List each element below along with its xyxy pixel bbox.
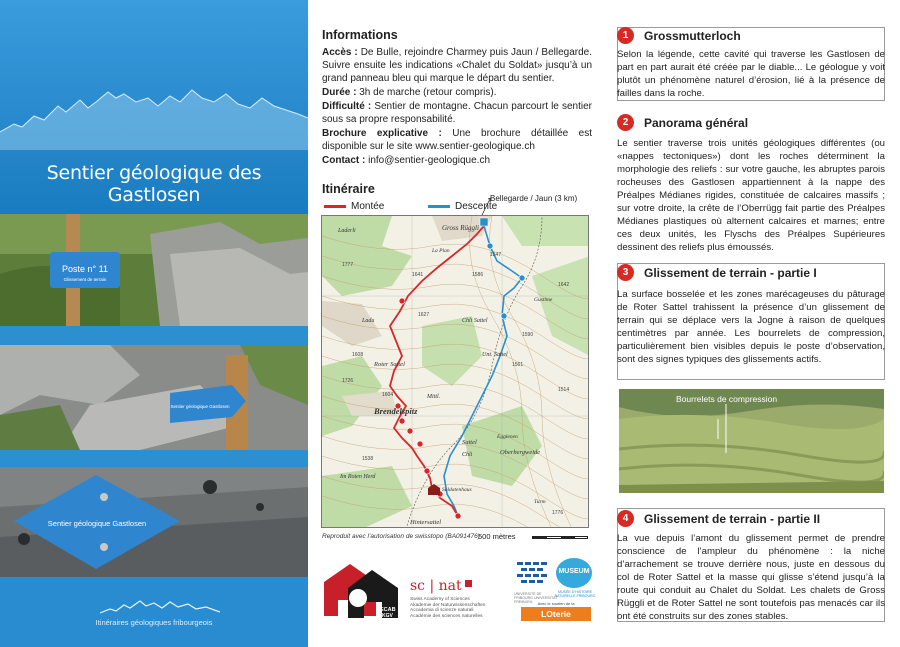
map-label-sattel: Sattel	[462, 439, 477, 446]
map-label-brendelspitz: Brendelspitz	[374, 406, 418, 416]
section-4-body: La vue depuis l’amont du glissement permet de prendre conscience de l’ampleur du phénomène : la niche d’arrachement se trouve derrière nous, juste en dessous du col de Roter Sattel et la masse qui glisse s’étend jusqu’à la route qui conduit au Chalet du Soldat. Les chalets de Gross Rüggli et de Roter Sattel ne sont toutefois pas menacés car ils ont été construits sur des zones stables.	[617, 533, 885, 622]
signpost-1-sublabel: Glissement de terrain	[63, 277, 107, 282]
bellegarde-label: Bellegarde / Jaun (3 km)	[490, 194, 578, 203]
duree-paragraph: Durée : 3h de marche (retour compris).	[322, 87, 497, 98]
signpost-2-label: Sentier géologique Gastlosen	[170, 404, 230, 409]
loterie-support-label: Avec le soutien de la	[537, 601, 575, 606]
landslide-photo-label: Bourrelets de compression	[676, 394, 778, 404]
map-label-guselmann: Gustime	[534, 297, 553, 303]
section-1-title: Grossmutterloch	[644, 28, 741, 43]
section-2-body: Le sentier traverse trois unités géologiques différentes (ou «nappes tectoniques») dont les roches déterminent la morphologie des reliefs : sur votre gauche, les abruptes parois rocheuses des Gastlosen appartiennent à la nappe des Préalpes Médianes rigides, constituée de calcaires massifs ; sur votre droite, la crête de l’Oberrügg fait partie des Préalpes Médianes plastiques où alternent calcaires et marnes; entre ces deux unités, les Flyschs des Préalpes Supérieures dessinent des reliefs plus émoussés.	[617, 138, 885, 253]
section-1-header	[617, 27, 741, 44]
itineraire-heading: Itinéraire	[322, 182, 375, 196]
map-label-hintersattel: Hintersattel	[410, 519, 442, 526]
descente-line-icon	[428, 205, 450, 208]
topographic-map	[321, 215, 589, 528]
svg-text:1777: 1777	[342, 262, 354, 268]
legend-montee: Montée	[324, 201, 384, 212]
svg-text:1590: 1590	[522, 332, 534, 338]
svg-text:1726: 1726	[342, 378, 354, 384]
section-1-body: Selon la légende, cette cavité qui traverse les Gastlosen de part en part aurait été créée par le diable... Le géologue y voit plutôt un phénomène naturel d’érosion, lié à la présence de failles dans la roche.	[617, 49, 885, 99]
mountain-silhouette-icon	[0, 80, 308, 150]
map-label-egglenen: Egglenen	[497, 434, 518, 440]
legend-descente: Descente	[428, 201, 497, 212]
footer-label: Itinéraires géologiques fribourgeois	[95, 618, 213, 627]
section-3-body: La surface bosselée et les zones marécageuses du pâturage de Roter Sattel trahissent la présence d’un glissement de terrain qui se déplace vers la Jogne à raison de quelques centimètres par année. Les bourrelets de compression, particulièrement bien visibles depuis le poste d’observation, sont des signes typiques des glissements actifs.	[617, 289, 885, 365]
svg-text:1586: 1586	[472, 272, 484, 278]
loterie-romande-logo: LOterie Romande	[521, 607, 591, 621]
map-label-chli: Chli	[462, 452, 473, 458]
section-2-number: 2	[617, 114, 634, 131]
map-label-im-roten-herd: Im Roten Herd	[340, 474, 376, 480]
contact-paragraph: Contact : info@sentier-geologique.ch	[322, 155, 491, 166]
signpost-photo-1	[0, 214, 308, 326]
svg-text:1627: 1627	[418, 312, 430, 318]
map-label-la-plan: La Plan	[432, 248, 450, 254]
map-credit: Reproduit avec l’autorisation de swisstopo (BA091476)	[322, 533, 480, 540]
university-logo-icon	[515, 560, 553, 594]
scale-bar	[532, 536, 588, 539]
svg-text:1604: 1604	[382, 392, 394, 398]
map-label-gross-ruggli: Gross Rüggli	[442, 224, 479, 232]
svg-text:1776: 1776	[552, 510, 564, 516]
svg-text:1642: 1642	[558, 282, 570, 288]
map-label-ladu: Ladu	[362, 318, 375, 324]
section-1-number: 1	[617, 27, 634, 44]
title-block	[0, 0, 308, 214]
section-3-title: Glissement de terrain - partie I	[644, 265, 817, 280]
cover-panel	[0, 0, 308, 647]
scnat-logo: sc | nat Swiss Academy of Sciences Akademie der Naturwissenschaften Accademia di scienze naturali Académie des sciences naturelles	[410, 578, 486, 619]
landslide-photo	[619, 389, 884, 493]
svg-text:KGV: KGV	[382, 613, 393, 619]
signpost-photo-2	[0, 345, 308, 450]
map-label-unt-sattel: Unt. Sattel	[482, 352, 508, 358]
map-label-roter-sattel: Roter Sattel	[374, 361, 405, 368]
acces-paragraph: Accès : De Bulle, rejoindre Charmey puis Jaun / Bellegarde. Suivre ensuite les indications «Chalet du Soldat» jusqu’à un grand panneau bleu qui marque le départ du sentier.	[322, 47, 592, 84]
brochure-paragraph: Brochure explicative : Une brochure détaillée est disponible sur le site www.sentier-geologique.ch	[322, 128, 592, 152]
section-2-title: Panorama général	[644, 115, 749, 130]
swiss-flag-icon	[465, 580, 472, 587]
svg-text:1641: 1641	[412, 272, 424, 278]
footer-mountain-icon	[100, 597, 220, 617]
svg-text:ECAB: ECAB	[380, 607, 396, 613]
map-label-oberbergweide: Oberbergweide	[500, 449, 541, 456]
signpost-1-label: Poste n° 11	[62, 264, 108, 274]
museum-logo: MUSEUM	[556, 558, 592, 588]
map-label-soldatenhaus: Soldatenhaus	[442, 487, 472, 493]
scale-label: 500 mètres	[478, 532, 516, 541]
svg-text:1561: 1561	[512, 362, 524, 368]
svg-text:1547: 1547	[490, 252, 502, 258]
map-label-mittl: Mittl.	[427, 394, 441, 400]
svg-text:1538: 1538	[362, 456, 374, 462]
section-3-header	[617, 264, 817, 281]
section-4-number: 4	[617, 510, 634, 527]
museum-logo-label: MUSÉE D’HISTOIRE NATURELLE FRIBOURG	[554, 590, 596, 598]
section-3-number: 3	[617, 264, 634, 281]
informations-section	[322, 28, 592, 168]
montee-line-icon	[324, 205, 346, 208]
ecab-logo	[322, 560, 402, 622]
map-label-turm: Turm	[534, 499, 546, 505]
svg-text:1514: 1514	[558, 387, 570, 393]
signpost-3-label: Sentier géologique Gastlosen	[47, 519, 147, 528]
difficulte-paragraph: Difficulté : Sentier de montagne. Chacun parcourt le sentier sous sa propre responsabilité.	[322, 101, 592, 125]
university-logo-label: UNIVERSITÉ DE FRIBOURG UNIVERSITÄT FREIBURG	[514, 592, 558, 604]
signpost-photo-3	[0, 467, 308, 577]
informations-heading: Informations	[322, 28, 398, 42]
map-label-chli-sattel: Chli Sattel	[462, 318, 488, 324]
map-label-laderli: Laderli	[338, 228, 356, 234]
section-2-header	[617, 114, 748, 131]
trail-title: Sentier géologique des Gastlosen	[46, 162, 262, 206]
section-4-title: Glissement de terrain - partie II	[644, 511, 821, 526]
route-legend	[324, 201, 594, 215]
svg-text:1608: 1608	[352, 352, 364, 358]
section-4-header	[617, 510, 820, 527]
